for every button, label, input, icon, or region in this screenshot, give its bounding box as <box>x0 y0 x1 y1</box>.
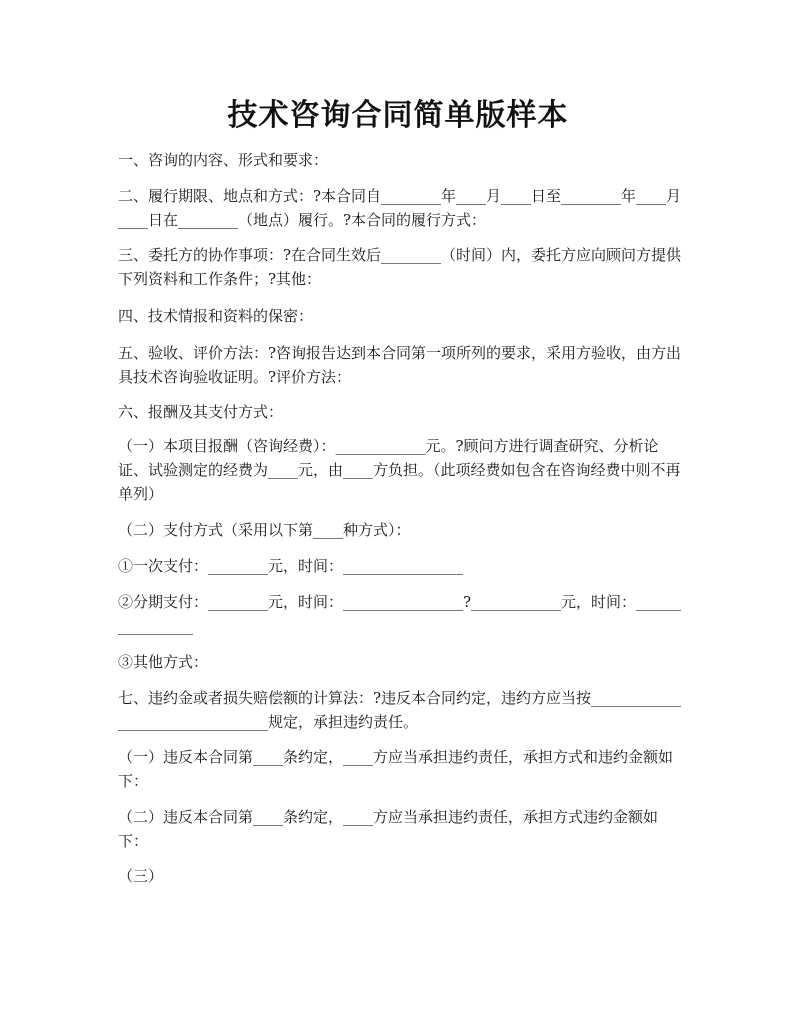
clause-6-2: （二）支付方式（采用以下第____种方式）： <box>118 521 411 539</box>
payment-option-3: ③其他方式： <box>118 653 209 671</box>
payment-option-1: ①一次支付：________元，时间：________________ <box>118 557 464 575</box>
clause-6-1: （一）本项目报酬（咨询经费）：____________元。?顾问方进行调查研究、分析论证、试验测定的经费为____元，由____方负担。（此项经费如包含在咨询经费中则不再单列） <box>118 437 681 503</box>
clause-7-2: （二）违反本合同第____条约定，____方应当承担违约责任，承担方式违约金额如下： <box>118 808 659 850</box>
document-title: 技术咨询合同简单版样本 <box>227 98 569 133</box>
clause-7-1: （一）违反本合同第____条约定，____方应当承担违约责任，承担方式和违约金额如下： <box>118 748 674 790</box>
clause-4: 四、技术情报和资料的保密： <box>118 307 314 325</box>
clause-2: 二、履行期限、地点和方式：?本合同自________年____月____日至________年____月____日在________（地点）履行。?本合同的履行方式： <box>118 187 682 229</box>
clause-7-3: （三） <box>118 867 164 885</box>
clause-3: 三、委托方的协作事项：?在合同生效后________（时间）内，委托方应向顾问方提供下列资料和工作条件；?其他： <box>118 246 682 288</box>
clause-5: 五、验收、评价方法：?咨询报告达到本合同第一项所列的要求，采用方验收，由方出具技术咨询验收证明。?评价方法： <box>118 344 682 386</box>
clause-1: 一、咨询的内容、形式和要求： <box>118 151 329 169</box>
clause-6: 六、报酬及其支付方式： <box>118 403 284 421</box>
payment-option-2: ②分期支付：________元，时间：________________?____________元，时间：________________ <box>118 593 682 635</box>
clause-7: 七、违约金或者损失赔偿额的计算法：?违反本合同约定，违约方应当按________________________________规定，承担违约责任。 <box>118 689 682 731</box>
